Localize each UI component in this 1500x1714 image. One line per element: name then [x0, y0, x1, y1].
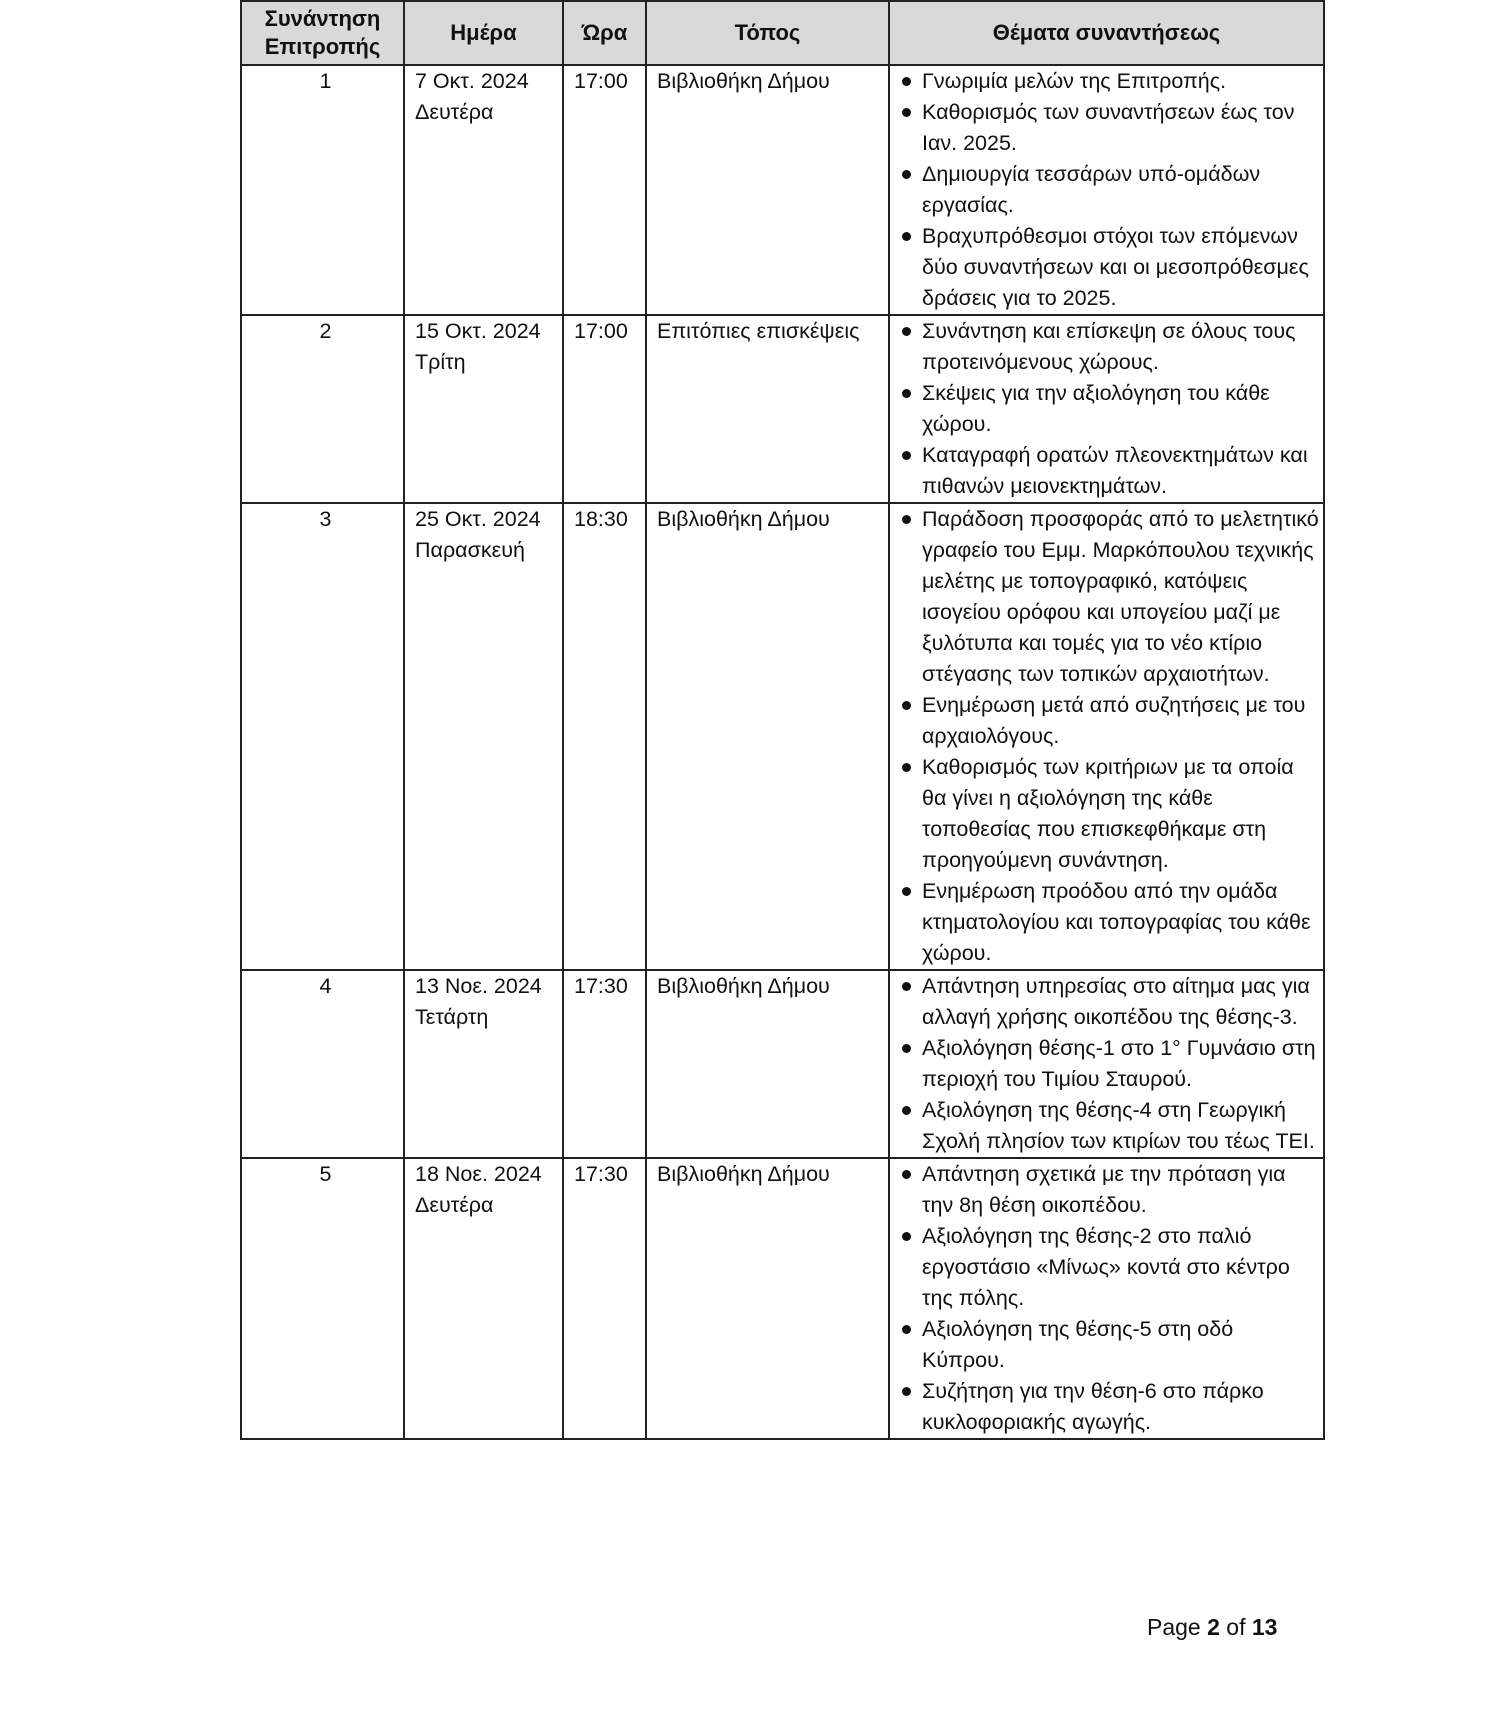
meeting-topics-cell	[889, 315, 1324, 503]
meeting-topics-cell	[889, 65, 1324, 315]
bullet-dot-icon	[902, 327, 911, 336]
meeting-number-cell: 4	[241, 970, 404, 1158]
meeting-weekday: Τρίτη	[415, 350, 466, 374]
meeting-date: 15 Οκτ. 2024	[415, 319, 541, 343]
meeting-weekday: Δευτέρα	[415, 100, 494, 124]
bullet-dot-icon	[902, 77, 911, 86]
bullet-dot-icon	[902, 1044, 911, 1053]
header-time: Ώρα	[563, 1, 646, 65]
topic-item	[900, 1095, 1319, 1157]
topic-text: Αξιολόγηση της θέσης-2 στο παλιό εργοστάσιο «Μίνως» κοντά στο κέντρο της πόλης.	[922, 1224, 1290, 1310]
topics-list	[900, 1159, 1319, 1438]
bullet-dot-icon	[902, 982, 911, 991]
bullet-dot-icon	[902, 389, 911, 398]
bullet-dot-icon	[902, 1232, 911, 1241]
meeting-date: 7 Οκτ. 2024	[415, 69, 529, 93]
meeting-place-cell: Βιβλιοθήκη Δήμου	[646, 1158, 889, 1439]
topic-text: Ενημέρωση προόδου από την ομάδα κτηματολογίου και τοπογραφίας του κάθε χώρου.	[922, 879, 1311, 965]
meeting-number-cell: 2	[241, 315, 404, 503]
bullet-dot-icon	[902, 763, 911, 772]
topics-list	[900, 971, 1319, 1157]
meeting-time-cell: 17:30	[563, 1158, 646, 1439]
meeting-schedule-table	[240, 0, 1325, 1440]
meeting-topics-cell	[889, 503, 1324, 970]
topic-text: Αξιολόγηση της θέσης-5 στη οδό Κύπρου.	[922, 1317, 1234, 1372]
meeting-date: 13 Νοε. 2024	[415, 974, 542, 998]
meeting-day-cell	[404, 65, 563, 315]
table-row	[241, 970, 1324, 1158]
topic-item	[900, 66, 1319, 97]
page-footer	[1147, 1614, 1277, 1641]
topics-list	[900, 66, 1319, 314]
table-row	[241, 315, 1324, 503]
topic-text: Αξιολόγηση της θέσης-4 στη Γεωργική Σχολή πλησίον των κτιρίων του τέως ΤΕΙ.	[922, 1098, 1315, 1153]
bullet-dot-icon	[902, 1387, 911, 1396]
bullet-dot-icon	[902, 887, 911, 896]
topic-item	[900, 97, 1319, 159]
topic-text: Αξιολόγηση θέσης-1 στο 1° Γυμνάσιο στη περιοχή του Τιμίου Σταυρού.	[922, 1036, 1316, 1091]
table-body	[241, 65, 1324, 1439]
meeting-date: 25 Οκτ. 2024	[415, 507, 541, 531]
bullet-dot-icon	[902, 701, 911, 710]
topic-item	[900, 221, 1319, 314]
meeting-number-cell: 3	[241, 503, 404, 970]
bullet-dot-icon	[902, 1325, 911, 1334]
total-pages-number: 13	[1251, 1614, 1278, 1640]
topic-text: Καθορισμός των κριτήριων με τα οποία θα γίνει η αξιολόγηση της κάθε τοποθεσίας που επισκεφθήκαμε στη προηγούμενη συνάντηση.	[922, 755, 1294, 872]
topic-item	[900, 1033, 1319, 1095]
meeting-weekday: Τετάρτη	[415, 1005, 489, 1029]
table-header	[241, 1, 1324, 65]
topic-text: Παράδοση προσφοράς από το μελετητικό γραφείο του Εμμ. Μαρκόπουλου τεχνικής μελέτης με τοπογραφικό, κατόψεις ισογείου ορόφου και υπογείου μαζί με ξυλότυπα και τομές για το νέο κτίριο στέγασης των τοπικών αρχαιοτήτων.	[922, 507, 1319, 686]
meeting-time-cell: 17:00	[563, 65, 646, 315]
header-meeting: Συνάντηση Επιτροπής	[241, 1, 404, 65]
current-page-number: 2	[1207, 1614, 1220, 1640]
meeting-place-cell: Βιβλιοθήκη Δήμου	[646, 970, 889, 1158]
topic-item	[900, 440, 1319, 502]
of-word: of	[1226, 1614, 1246, 1640]
table-row	[241, 503, 1324, 970]
topic-item	[900, 876, 1319, 969]
bullet-dot-icon	[902, 451, 911, 460]
topic-item	[900, 1159, 1319, 1221]
bullet-dot-icon	[902, 170, 911, 179]
meeting-weekday: Δευτέρα	[415, 1193, 494, 1217]
topic-item	[900, 971, 1319, 1033]
topic-text: Γνωριμία μελών της Επιτροπής.	[922, 69, 1227, 93]
meeting-day-cell	[404, 1158, 563, 1439]
topic-text: Καθορισμός των συναντήσεων έως τον Ιαν. 2025.	[922, 100, 1295, 155]
page-word: Page	[1147, 1614, 1201, 1640]
topic-item	[900, 504, 1319, 690]
meeting-time-cell: 17:30	[563, 970, 646, 1158]
meeting-topics-cell	[889, 1158, 1324, 1439]
meeting-place-cell: Βιβλιοθήκη Δήμου	[646, 503, 889, 970]
table-row	[241, 1158, 1324, 1439]
topic-text: Απάντηση υπηρεσίας στο αίτημα μας για αλλαγή χρήσης οικοπέδου της θέσης-3.	[922, 974, 1310, 1029]
meeting-day-cell	[404, 315, 563, 503]
topic-item	[900, 378, 1319, 440]
topic-item	[900, 159, 1319, 221]
topic-item	[900, 752, 1319, 876]
topic-text: Σκέψεις για την αξιολόγηση του κάθε χώρου.	[922, 381, 1270, 436]
bullet-dot-icon	[902, 1170, 911, 1179]
meeting-number-cell: 1	[241, 65, 404, 315]
meeting-day-cell	[404, 970, 563, 1158]
topic-text: Καταγραφή ορατών πλεονεκτημάτων και πιθανών μειονεκτημάτων.	[922, 443, 1308, 498]
header-row	[241, 1, 1324, 65]
topic-text: Δημιουργία τεσσάρων υπό-ομάδων εργασίας.	[922, 162, 1261, 217]
topics-list	[900, 504, 1319, 969]
topic-text: Συνάντηση και επίσκεψη σε όλους τους προτεινόμενους χώρους.	[922, 319, 1296, 374]
topic-item	[900, 316, 1319, 378]
topics-list	[900, 316, 1319, 502]
bullet-dot-icon	[902, 108, 911, 117]
meeting-date: 18 Νοε. 2024	[415, 1162, 542, 1186]
topic-text: Συζήτηση για την θέση-6 στο πάρκο κυκλοφοριακής αγωγής.	[922, 1379, 1264, 1434]
bullet-dot-icon	[902, 232, 911, 241]
topic-item	[900, 1314, 1319, 1376]
header-day: Ημέρα	[404, 1, 563, 65]
meeting-number-cell: 5	[241, 1158, 404, 1439]
topic-text: Απάντηση σχετικά με την πρόταση για την 8η θέση οικοπέδου.	[922, 1162, 1286, 1217]
meeting-day-cell	[404, 503, 563, 970]
header-topics: Θέματα συναντήσεως	[889, 1, 1324, 65]
topic-text: Ενημέρωση μετά από συζητήσεις με του αρχαιολόγους.	[922, 693, 1306, 748]
meeting-weekday: Παρασκευή	[415, 538, 525, 562]
topic-item	[900, 1221, 1319, 1314]
bullet-dot-icon	[902, 1106, 911, 1115]
topic-item	[900, 690, 1319, 752]
meeting-topics-cell	[889, 970, 1324, 1158]
meeting-place-cell: Βιβλιοθήκη Δήμου	[646, 65, 889, 315]
meeting-time-cell: 18:30	[563, 503, 646, 970]
table-row	[241, 65, 1324, 315]
topic-text: Βραχυπρόθεσμοι στόχοι των επόμενων δύο συναντήσεων και οι μεσοπρόθεσμες δράσεις για το 2025.	[922, 224, 1309, 310]
meeting-time-cell: 17:00	[563, 315, 646, 503]
bullet-dot-icon	[902, 515, 911, 524]
topic-item	[900, 1376, 1319, 1438]
header-place: Τόπος	[646, 1, 889, 65]
meeting-place-cell: Επιτόπιες επισκέψεις	[646, 315, 889, 503]
